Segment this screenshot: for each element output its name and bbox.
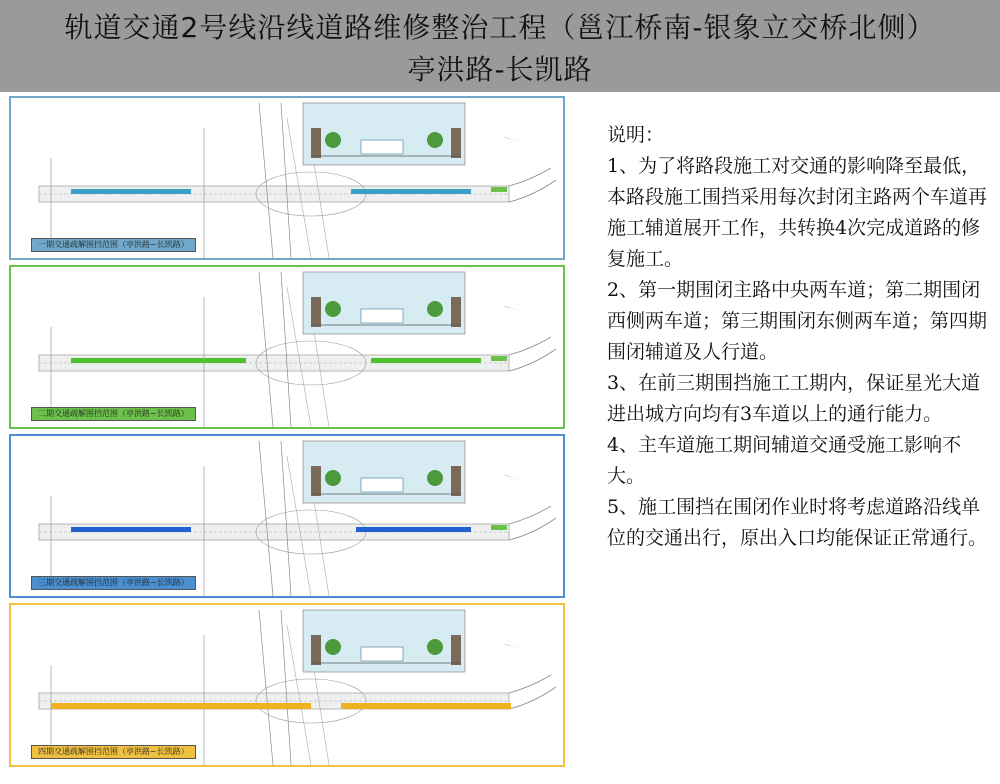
north-arrow-icon (501, 305, 521, 311)
north-arrow-icon (501, 474, 521, 480)
road-curve (509, 337, 556, 371)
phase-caption: 四期交通疏解围挡范围（亭洪路~长凯路） (31, 745, 196, 759)
north-arrow-icon (501, 643, 521, 649)
green-marker (491, 525, 507, 530)
building-left (311, 635, 321, 665)
north-arrow-icon (501, 136, 521, 142)
building-right (451, 297, 461, 327)
phase-caption: 三期交通疏解围挡范围（亭洪路~长凯路） (31, 576, 196, 590)
road-plan-drawing (11, 436, 563, 596)
page-subtitle: 亭洪路-长凯路 (407, 53, 593, 86)
tree-left (325, 470, 341, 486)
section-zone-box (361, 478, 403, 492)
road-curve (509, 168, 556, 202)
phase-panel-1 (9, 96, 565, 260)
phase-caption: 二期交通疏解围挡范围（亭洪路~长凯路） (31, 407, 196, 421)
road-plan-drawing (11, 267, 563, 427)
tree-right (427, 301, 443, 317)
note-5: 5、施工围挡在围闭作业时将考虑道路沿线单位的交通出行，原出入口均能保证正常通行。 (607, 496, 988, 549)
road-curve (509, 675, 556, 709)
building-right (451, 128, 461, 158)
building-left (311, 466, 321, 496)
section-zone-box (361, 647, 403, 661)
building-left (311, 128, 321, 158)
construction-zone-1 (71, 527, 191, 532)
construction-zone-1 (71, 358, 246, 363)
road-curve (509, 506, 556, 540)
notes-panel (607, 120, 987, 554)
green-marker (491, 356, 507, 361)
title-bar (0, 0, 1000, 92)
note-4: 4、主车道施工期间辅道交通受施工影响不大。 (607, 434, 962, 487)
phase-panel-2 (9, 265, 565, 429)
building-left (311, 297, 321, 327)
phase-caption: 一期交通疏解围挡范围（亭洪路~长凯路） (31, 238, 196, 252)
notes-heading: 说明： (607, 124, 665, 146)
cross-road-diagonal (259, 610, 291, 765)
road-plan-drawing (11, 605, 563, 765)
tree-left (325, 132, 341, 148)
note-2: 2、第一期围闭主路中央两车道；第二期围闭西侧两车道；第三期围闭东侧两车道；第四期围闭辅道及人行道。 (607, 279, 988, 363)
construction-zone-2 (371, 358, 481, 363)
tree-left (325, 301, 341, 317)
tree-right (427, 639, 443, 655)
construction-zone-1 (51, 703, 311, 709)
cross-road-diagonal (259, 103, 291, 258)
note-3: 3、在前三期围挡施工工期内，保证星光大道进出城方向均有3车道以上的通行能力。 (607, 372, 981, 425)
tree-right (427, 470, 443, 486)
green-marker (491, 187, 507, 192)
tree-right (427, 132, 443, 148)
tree-left (325, 639, 341, 655)
phase-panel-3 (9, 434, 565, 598)
cross-road-diagonal (259, 272, 291, 427)
phase-panel-4 (9, 603, 565, 767)
building-right (451, 466, 461, 496)
construction-zone-2 (341, 703, 511, 709)
cross-road-diagonal (259, 441, 291, 596)
road-plan-drawing (11, 98, 563, 258)
note-1: 1、为了将路段施工对交通的影响降至最低，本路段施工围挡采用每次封闭主路两个车道再施工辅道展开工作，共转换4次完成道路的修复施工。 (607, 155, 988, 270)
construction-zone-1 (71, 189, 191, 194)
construction-zone-2 (356, 527, 471, 532)
construction-zone-2 (351, 189, 471, 194)
section-zone-box (361, 140, 403, 154)
page-title: 轨道交通2号线沿线道路维修整治工程（邕江桥南-银象立交桥北侧） (64, 11, 936, 44)
section-zone-box (361, 309, 403, 323)
building-right (451, 635, 461, 665)
